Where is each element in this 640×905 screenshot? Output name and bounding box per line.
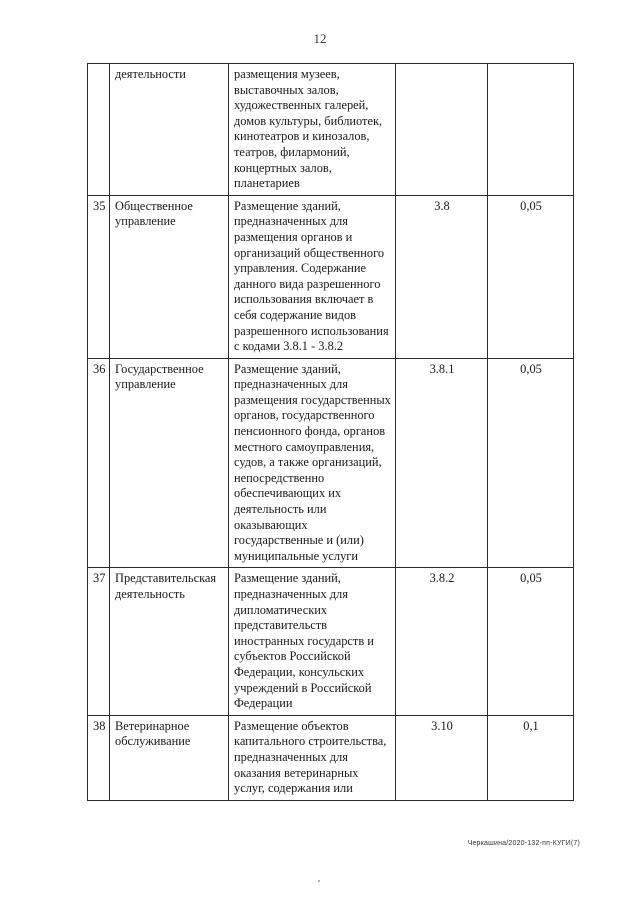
scan-artifact-dot [318,880,320,882]
coefficient-value: 0,05 [488,358,574,568]
use-type-name: Общественное управление [110,195,229,358]
row-number [88,64,110,196]
table-row [88,568,574,715]
row-number: 37 [88,568,110,715]
use-type-name: Государственное управление [110,358,229,568]
use-type-name: деятельности [110,64,229,196]
use-type-description: Размещение объектов капитального строительства, предназначенных для оказания ветеринарных услуг, содержания или [229,715,396,800]
land-use-table [87,63,574,801]
use-type-code: 3.10 [396,715,488,800]
use-type-description: Размещение зданий, предназначенных для дипломатических представительств иностранных государств и субъектов Российской Федерации, консульских учреждений в Российской Федерации [229,568,396,715]
row-number: 36 [88,358,110,568]
use-type-name: Представительская деятельность [110,568,229,715]
row-number: 35 [88,195,110,358]
use-type-name: Ветеринарное обслуживание [110,715,229,800]
use-type-description: Размещение зданий, предназначенных для размещения органов и организаций общественного управления. Содержание данного вида разрешенного использования включает в себя содержание видов разрешенного использования с кодами 3.8.1 - 3.8.2 [229,195,396,358]
coefficient-value: 0,05 [488,195,574,358]
coefficient-value: 0,1 [488,715,574,800]
table-row [88,195,574,358]
coefficient-value [488,64,574,196]
page-number: 12 [313,31,327,46]
table-row [88,358,574,568]
use-type-description: размещения музеев, выставочных залов, художественных галерей, домов культуры, библиотек, кинотеатров и кинозалов, театров, филармоний, концертных залов, планетариев [229,64,396,196]
coefficient-value: 0,05 [488,568,574,715]
document-footer-reference: Черкашина/2020-132-пп-КУГИ(7) [467,840,580,847]
table-row [88,715,574,800]
use-type-code: 3.8 [396,195,488,358]
use-type-code: 3.8.1 [396,358,488,568]
table-row [88,64,574,196]
use-type-code [396,64,488,196]
use-type-description: Размещение зданий, предназначенных для размещения государственных органов, государственного пенсионного фонда, органов местного самоуправления, судов, а также организаций, непосредственно обеспечивающих их деятельность или оказывающих государственные и (или) муниципальные услуги [229,358,396,568]
row-number: 38 [88,715,110,800]
use-type-code: 3.8.2 [396,568,488,715]
